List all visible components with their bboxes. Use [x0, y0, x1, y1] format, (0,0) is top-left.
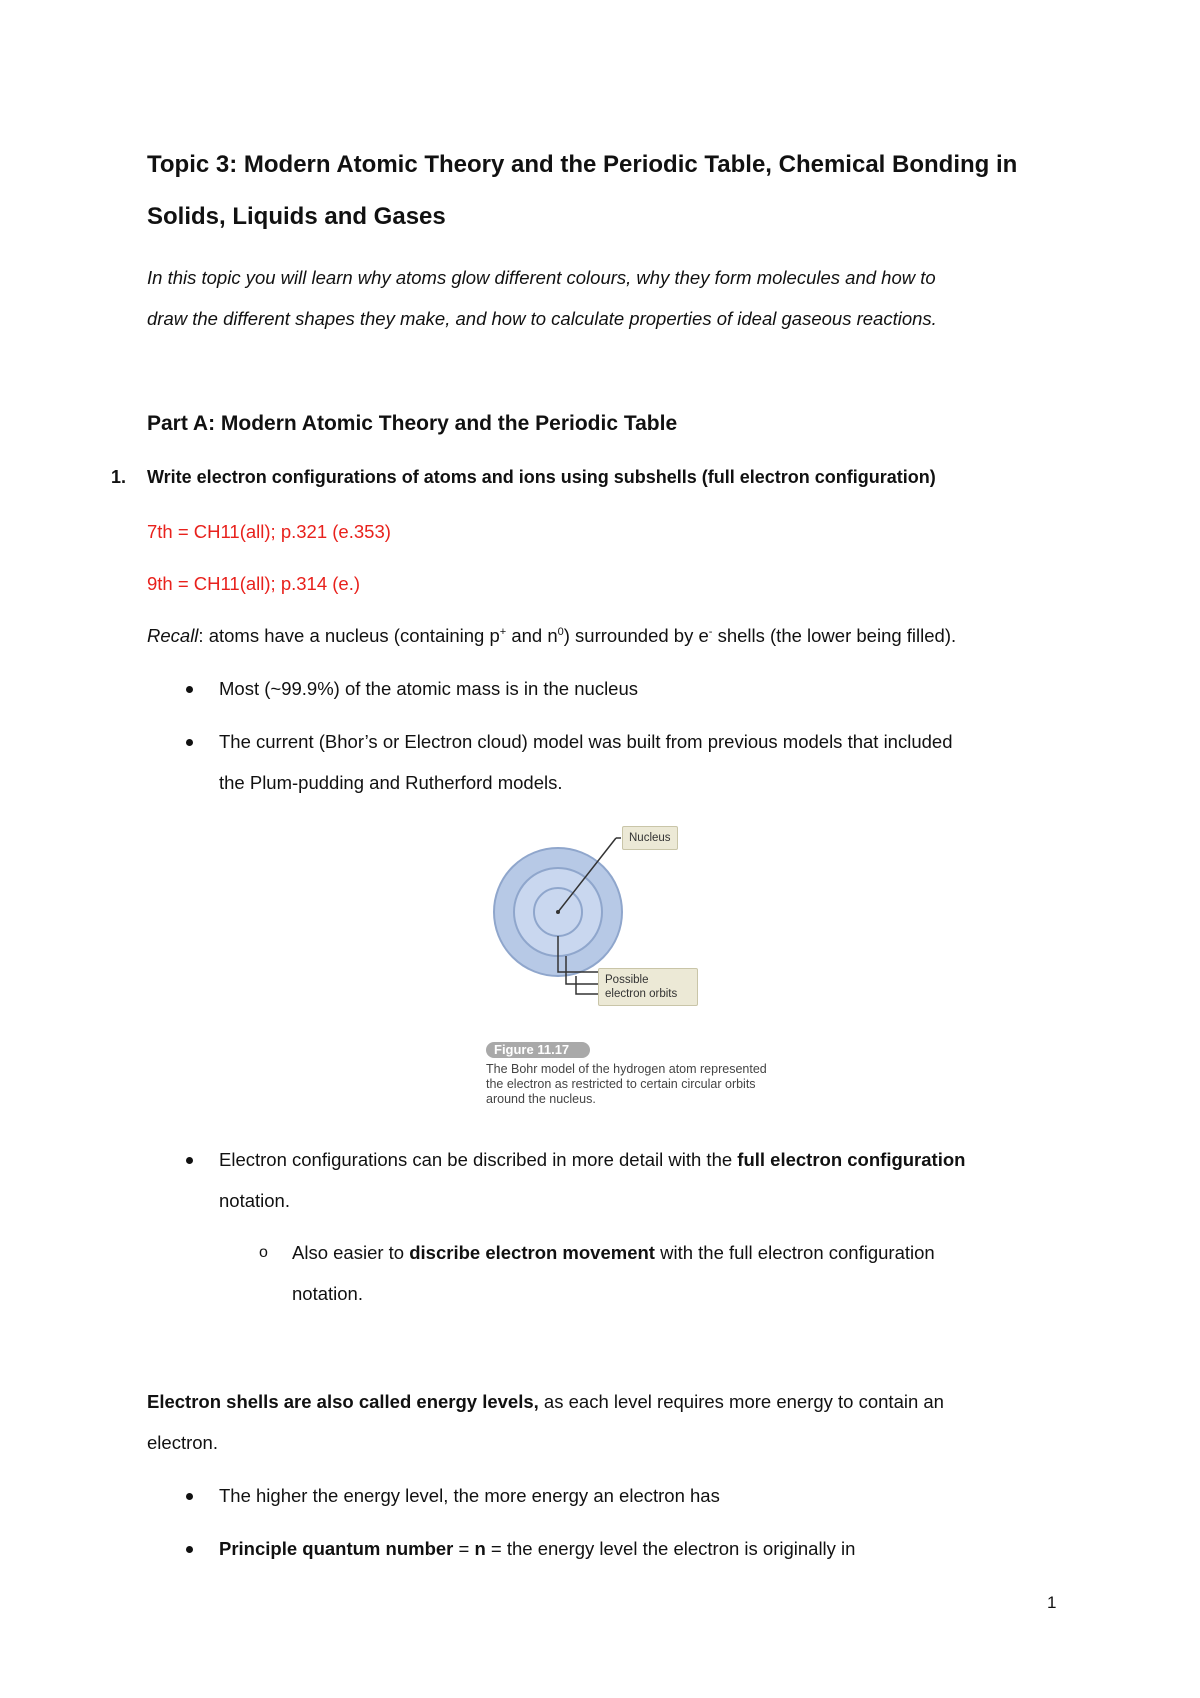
- bullet-marker: [186, 1493, 193, 1500]
- bullet-marker: [186, 739, 193, 746]
- topic-title-line-2: Solids, Liquids and Gases: [147, 203, 446, 230]
- orbits-label: Possible electron orbits: [598, 968, 698, 1006]
- bullet-atomic-mass: Most (~99.9%) of the atomic mass is in the nucleus: [219, 678, 639, 699]
- energy-levels-line-1: Electron shells are also called energy levels, as each level requires more energy to contain an: [147, 1391, 944, 1412]
- bohr-model-figure: [480, 818, 820, 1118]
- intro-line-1: In this topic you will learn why atoms glow different colours, why they form molecules and how to: [147, 267, 936, 288]
- topic-title-line-1: Topic 3: Modern Atomic Theory and the Periodic Table, Chemical Bonding in: [147, 151, 1018, 178]
- bullet-marker: [186, 686, 193, 693]
- numbered-item-1: [111, 467, 936, 488]
- orbit-pointer-line: [576, 976, 598, 994]
- page-number: 1: [1047, 1593, 1057, 1612]
- sub-bullet-marker: o: [259, 1244, 268, 1261]
- intro-line-2: draw the different shapes they make, and how to calculate properties of ideal gaseous reactions.: [147, 308, 937, 329]
- item-number: 1.: [111, 467, 127, 487]
- bullet-higher-energy: The higher the energy level, the more energy an electron has: [219, 1485, 720, 1506]
- bullet-marker: [186, 1157, 193, 1164]
- sub-bullet-line-2: notation.: [292, 1283, 363, 1304]
- bullet-marker: [186, 1546, 193, 1553]
- part-a-heading: Part A: Modern Atomic Theory and the Periodic Table: [147, 412, 678, 435]
- bullet-quantum-number: Principle quantum number = n = the energy level the electron is originally in: [219, 1538, 856, 1559]
- sub-bullet-line-1: Also easier to discribe electron movement with the full electron configuration: [292, 1242, 935, 1263]
- recall-paragraph: Recall: atoms have a nucleus (containing p+ and $n^0$) surrounded by e- shells (the lower being filled).: [147, 625, 957, 646]
- figure-caption: The Bohr model of the hydrogen atom represented the electron as restricted to certain circular orbits around the nucleus.: [486, 1062, 767, 1106]
- energy-levels-line-2: electron.: [147, 1432, 218, 1453]
- bullet-current-model-line-2: the Plum-pudding and Rutherford models.: [219, 772, 563, 793]
- recall-label: Recall: [147, 625, 199, 646]
- bullet-current-model-line-1: The current (Bhor’s or Electron cloud) model was built from previous models that included: [219, 731, 953, 752]
- bullet-full-config-line-2: notation.: [219, 1190, 290, 1211]
- bullet-full-config-line-1: Electron configurations can be discribed in more detail with the full electron configuration: [219, 1149, 966, 1170]
- reference-7th-edition: 7th = CH11(all); p.321 (e.353): [147, 521, 391, 542]
- reference-9th-edition: 9th = CH11(all); p.314 (e.): [147, 573, 361, 594]
- figure-number-badge: Figure 11.17: [486, 1042, 590, 1058]
- nucleus-label: Nucleus: [622, 826, 678, 850]
- item-text: Write electron configurations of atoms and ions using subshells (full electron configuration): [147, 467, 936, 487]
